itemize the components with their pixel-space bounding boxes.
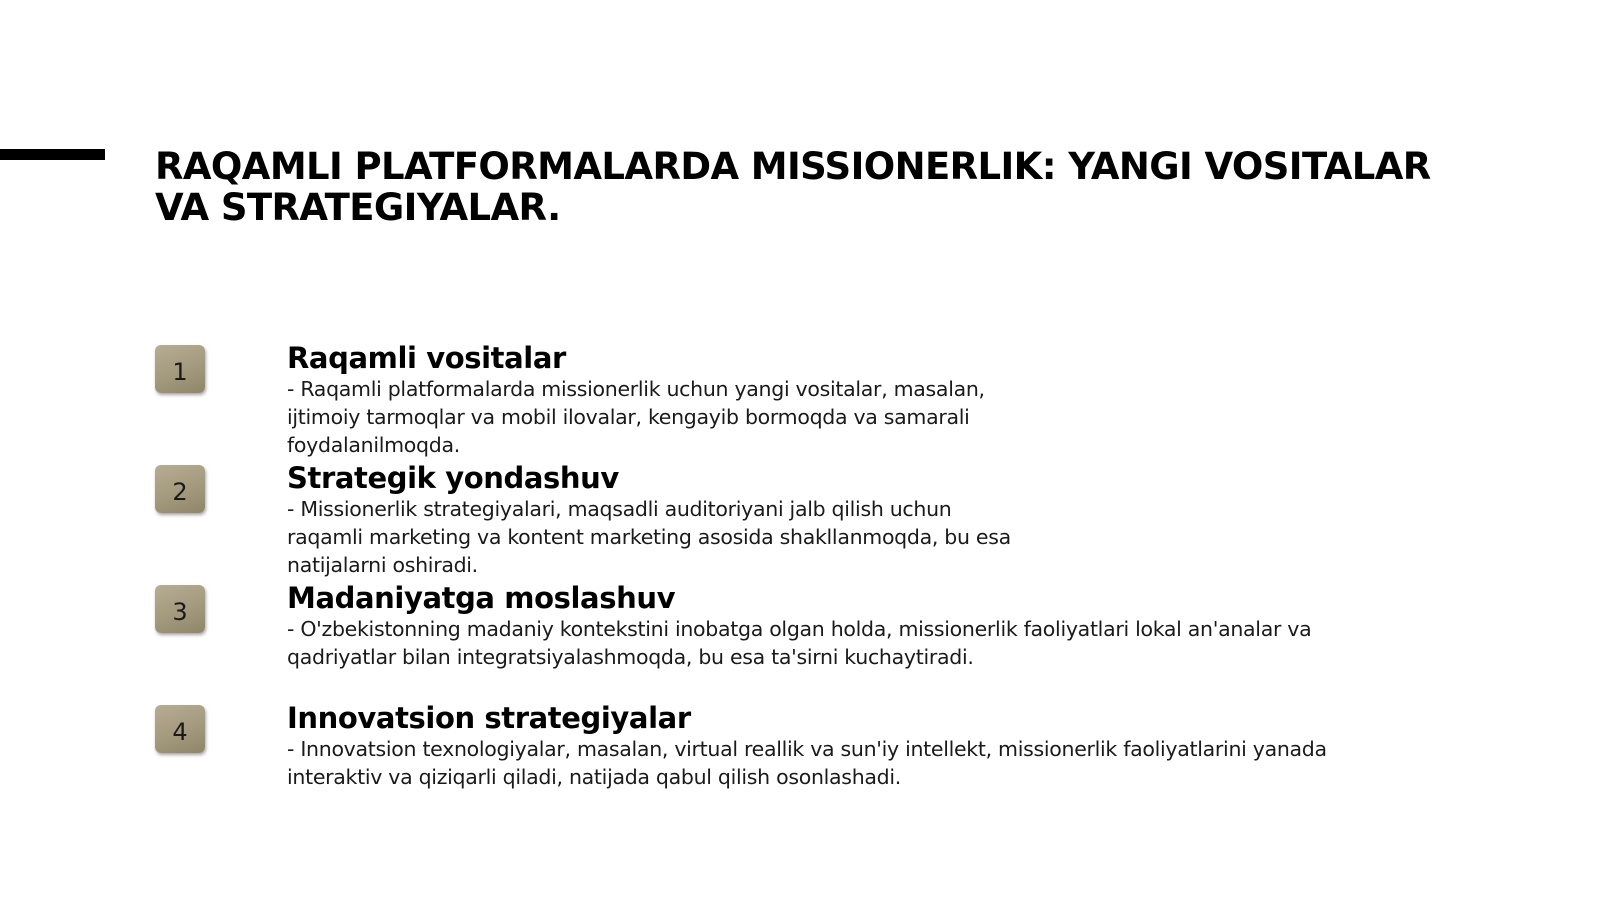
number-badge-2: 2 (155, 465, 205, 513)
slide-title: RAQAMLI PLATFORMALARDA MISSIONERLIK: YANGI VOSITALAR VA STRATEGIYALAR. (155, 145, 1431, 229)
item-body: - Innovatsion texnologiyalar, masalan, virtual reallik va sun'iy intellekt, missionerlik faoliyatlarini yanada interaktiv va qiziqarli qiladi, natijada qabul qilish osonlashadi. (287, 737, 1327, 789)
number-badge-4: 4 (155, 705, 205, 753)
list-item-text (287, 341, 1427, 459)
item-body: - O'zbekistonning madaniy kontekstini inobatga olgan holda, missionerlik faoliyatlari lokal an'analar va qadriyatlar bilan integratsiyalashmoqda, bu esa ta'sirni kuchaytiradi. (287, 617, 1312, 669)
item-heading: Innovatsion strategiyalar (287, 701, 691, 735)
list-item-text (287, 581, 1427, 671)
item-body: - Missionerlik strategiyalari, maqsadli auditoriyani jalb qilish uchun raqamli marketing va kontent marketing asosida shakllanmoqda, bu esa natijalarni oshiradi. (287, 497, 1011, 577)
item-body: - Raqamli platformalarda missionerlik uchun yangi vositalar, masalan, ijtimoiy tarmoqlar va mobil ilovalar, kengayib bormoqda va samarali foydalanilmoqda. (287, 377, 985, 457)
title-accent-bar (0, 149, 105, 160)
list-item-text (287, 461, 1427, 579)
list-item-text (287, 701, 1427, 791)
number-badge-1: 1 (155, 345, 205, 393)
item-heading: Madaniyatga moslashuv (287, 581, 676, 615)
number-badge-3: 3 (155, 585, 205, 633)
item-heading: Raqamli vositalar (287, 341, 566, 375)
item-heading: Strategik yondashuv (287, 461, 619, 495)
